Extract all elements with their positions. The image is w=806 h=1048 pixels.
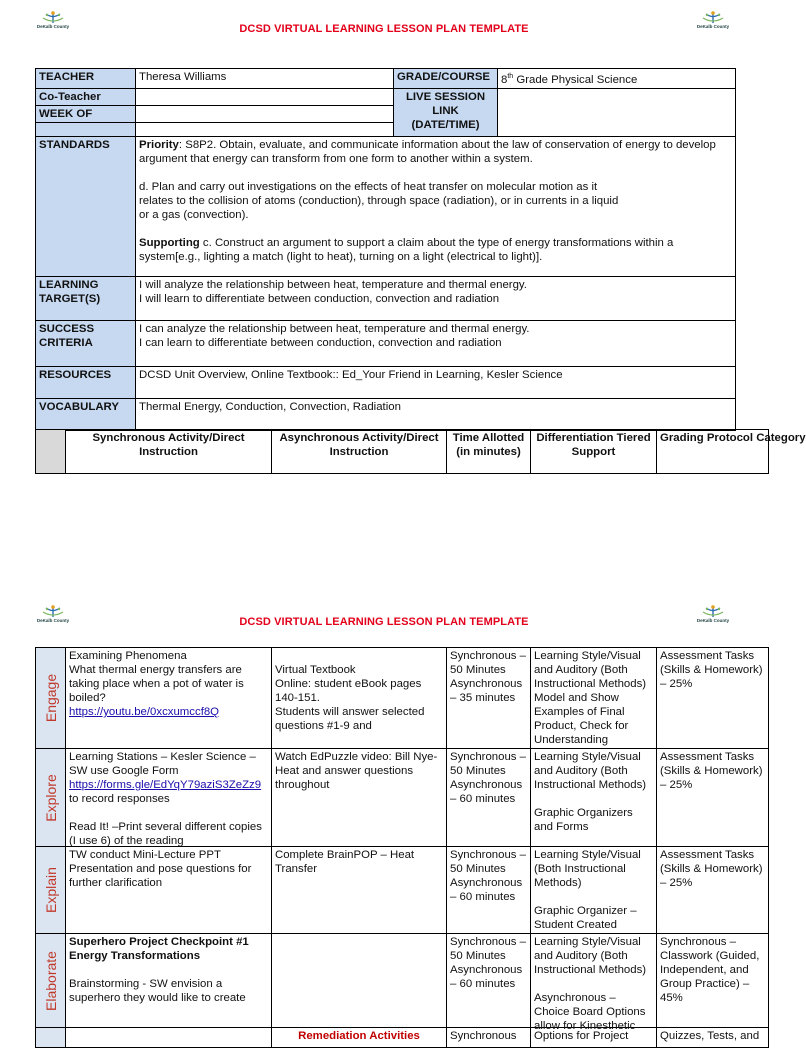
explore-row — [36, 749, 769, 847]
engage-time: Synchronous – 50 Minutes Asynchronous – 35 minutes — [447, 648, 531, 749]
success-criteria-value: I can analyze the relationship between heat, temperature and thermal energy. I can learn to differentiate between conduction, convection and radiation — [136, 320, 736, 366]
explain-async: Complete BrainPOP – Heat Transfer — [272, 847, 447, 934]
phase-explore: Explore — [36, 749, 66, 847]
explore-sync: Learning Stations – Kesler Science – SW use Google Form https://forms.gle/EdYqY79aziS3ZeZz9 to record responses Read It! –Print several different copies (I use 6) of the reading — [66, 749, 272, 847]
explain-sync: TW conduct Mini-Lecture PPT Presentation and pose questions for further clarification — [66, 847, 272, 934]
async-header: Asynchronous Activity/Direct Instruction — [272, 430, 447, 474]
standards-row — [36, 136, 736, 276]
elaborate-time: Synchronous – 50 Minutes Asynchronous – 60 minutes — [447, 934, 531, 1028]
elaborate-grading: Synchronous – Classwork (Guided, Independent, and Group Practice) – 45% — [657, 934, 769, 1028]
teacher-label: TEACHER — [36, 69, 136, 89]
explore-async: Watch EdPuzzle video: Bill Nye-Heat and answer questions throughout — [272, 749, 447, 847]
lesson-header-table — [35, 68, 736, 431]
success-criteria-label: SUCCESS CRITERIA — [36, 320, 136, 366]
engage-grading: Assessment Tasks (Skills & Homework) – 25% — [657, 648, 769, 749]
phase-elaborate: Elaborate — [36, 934, 66, 1028]
learning-target-row — [36, 276, 736, 320]
resources-value: DCSD Unit Overview, Online Textbook:: Ed_Your Friend in Learning, Kesler Science — [136, 366, 736, 398]
engage-diff: Learning Style/Visual and Auditory (Both Instructional Methods) Model and Show Examples of Final Product, Check for Understanding — [531, 648, 657, 749]
grade-label: GRADE/COURSE — [394, 69, 498, 89]
coteacher-value — [136, 88, 394, 105]
time-header: Time Allotted (in minutes) — [447, 430, 531, 474]
teacher-row — [36, 69, 736, 89]
document-title: DCSD VIRTUAL LEARNING LESSON PLAN TEMPLATE — [239, 616, 529, 628]
vocabulary-value: Thermal Energy, Conduction, Convection, Radiation — [136, 398, 736, 430]
logo-text: DeKalb County — [696, 618, 730, 623]
engage-row — [36, 648, 769, 749]
weekof-value-spacer — [136, 122, 394, 136]
grade-value: 8th Grade Physical Science — [498, 69, 736, 89]
activity-header-table — [35, 429, 806, 474]
coteacher-row — [36, 88, 736, 105]
phase-explain: Explain — [36, 847, 66, 934]
phase-header-cell — [36, 430, 66, 474]
evaluate-time: Synchronous — [447, 1028, 531, 1048]
explain-time: Synchronous – 50 Minutes Asynchronous – 60 minutes — [447, 847, 531, 934]
vocabulary-row — [36, 398, 736, 430]
sync-header: Synchronous Activity/Direct Instruction — [66, 430, 272, 474]
explore-form-link[interactable]: https://forms.gle/EdYqY79aziS3ZeZz9 — [69, 779, 262, 791]
evaluate-row — [36, 1028, 769, 1048]
diff-header: Differentiation Tiered Support — [531, 430, 657, 474]
page-gap — [0, 560, 768, 590]
document-title: DCSD VIRTUAL LEARNING LESSON PLAN TEMPLATE — [239, 23, 529, 35]
elaborate-sync: Superhero Project Checkpoint #1 Energy Transformations Brainstorming - SW envision a superhero they would like to create — [66, 934, 272, 1028]
explain-diff: Learning Style/Visual (Both Instructional Methods) Graphic Organizer – Student Created — [531, 847, 657, 934]
engage-sync: Examining Phenomena What thermal energy transfers are taking place when a pot of water is boiled? https://youtu.be/0xcxumccf8Q — [66, 648, 272, 749]
weekof-value — [136, 105, 394, 122]
dekalb-logo-right — [694, 10, 732, 32]
teacher-value: Theresa Williams — [136, 69, 394, 89]
standards-label: STANDARDS — [36, 136, 136, 276]
logo-text: DeKalb County — [36, 24, 70, 29]
resources-row — [36, 366, 736, 398]
evaluate-async: Remediation Activities — [272, 1028, 447, 1048]
evaluate-diff: Options for Project — [531, 1028, 657, 1048]
live-session-label: LIVE SESSION LINK (DATE/TIME) — [394, 88, 498, 136]
explain-row — [36, 847, 769, 934]
coteacher-label: Co-Teacher — [36, 88, 136, 105]
live-session-value — [498, 88, 736, 136]
explain-grading: Assessment Tasks (Skills & Homework) – 25% — [657, 847, 769, 934]
phase-evaluate — [36, 1028, 66, 1048]
evaluate-grading: Quizzes, Tests, and — [657, 1028, 769, 1048]
standards-value: Priority: S8P2. Obtain, evaluate, and communicate information about the law of conservation of energy to develop argument that energy can transform from one form to another within a system. d. Plan and carry out investigations on the effects of heat transfer on molecular motion as it relates to the collision of atoms (conduction), through space (radiation), or in currents in a liquid or a gas (convection). Supporting c. Construct an argument to support a claim about the type of energy transformations within a system[e.g., lighting a match (light to heat), turning on a light (electrical to light)]. — [136, 136, 736, 276]
elaborate-async — [272, 934, 447, 1028]
activity-table — [35, 647, 769, 1048]
learning-target-value: I will analyze the relationship between heat, temperature and thermal energy. I will learn to differentiate between conduction, convection and radiation — [136, 276, 736, 320]
page-two — [0, 590, 768, 1042]
explore-diff: Learning Style/Visual and Auditory (Both Instructional Methods) Graphic Organizers and Forms — [531, 749, 657, 847]
explore-time: Synchronous – 50 Minutes Asynchronous – 60 minutes — [447, 749, 531, 847]
evaluate-sync — [66, 1028, 272, 1048]
grading-header: Grading Protocol Category — [657, 430, 769, 474]
logo-text: DeKalb County — [696, 24, 730, 29]
dekalb-logo-right — [694, 604, 732, 626]
learning-target-label: LEARNING TARGET(S) — [36, 276, 136, 320]
resources-label: RESOURCES — [36, 366, 136, 398]
vocabulary-label: VOCABULARY — [36, 398, 136, 430]
phase-engage: Engage — [36, 648, 66, 749]
elaborate-diff: Learning Style/Visual and Auditory (Both Instructional Methods) Asynchronous – Choice Board Options allow for Kinesthetic — [531, 934, 657, 1028]
weekof-label: WEEK OF — [36, 105, 136, 122]
success-criteria-row — [36, 320, 736, 366]
weekof-label-spacer — [36, 122, 136, 136]
standard-d: d. Plan and carry out investigations on the effects of heat transfer on molecular motion as it relates to the collision of atoms (conduction), through space (radiation), or in currents in a liquid or a gas (convection). — [139, 180, 619, 221]
logo-text: DeKalb County — [36, 618, 70, 623]
explore-grading: Assessment Tasks (Skills & Homework) – 25% — [657, 749, 769, 847]
engage-async: Virtual Textbook Online: student eBook pages 140-151. Students will answer selected questions #1-9 and — [272, 648, 447, 749]
engage-video-link[interactable]: https://youtu.be/0xcxumccf8Q — [69, 706, 220, 718]
elaborate-row — [36, 934, 769, 1028]
